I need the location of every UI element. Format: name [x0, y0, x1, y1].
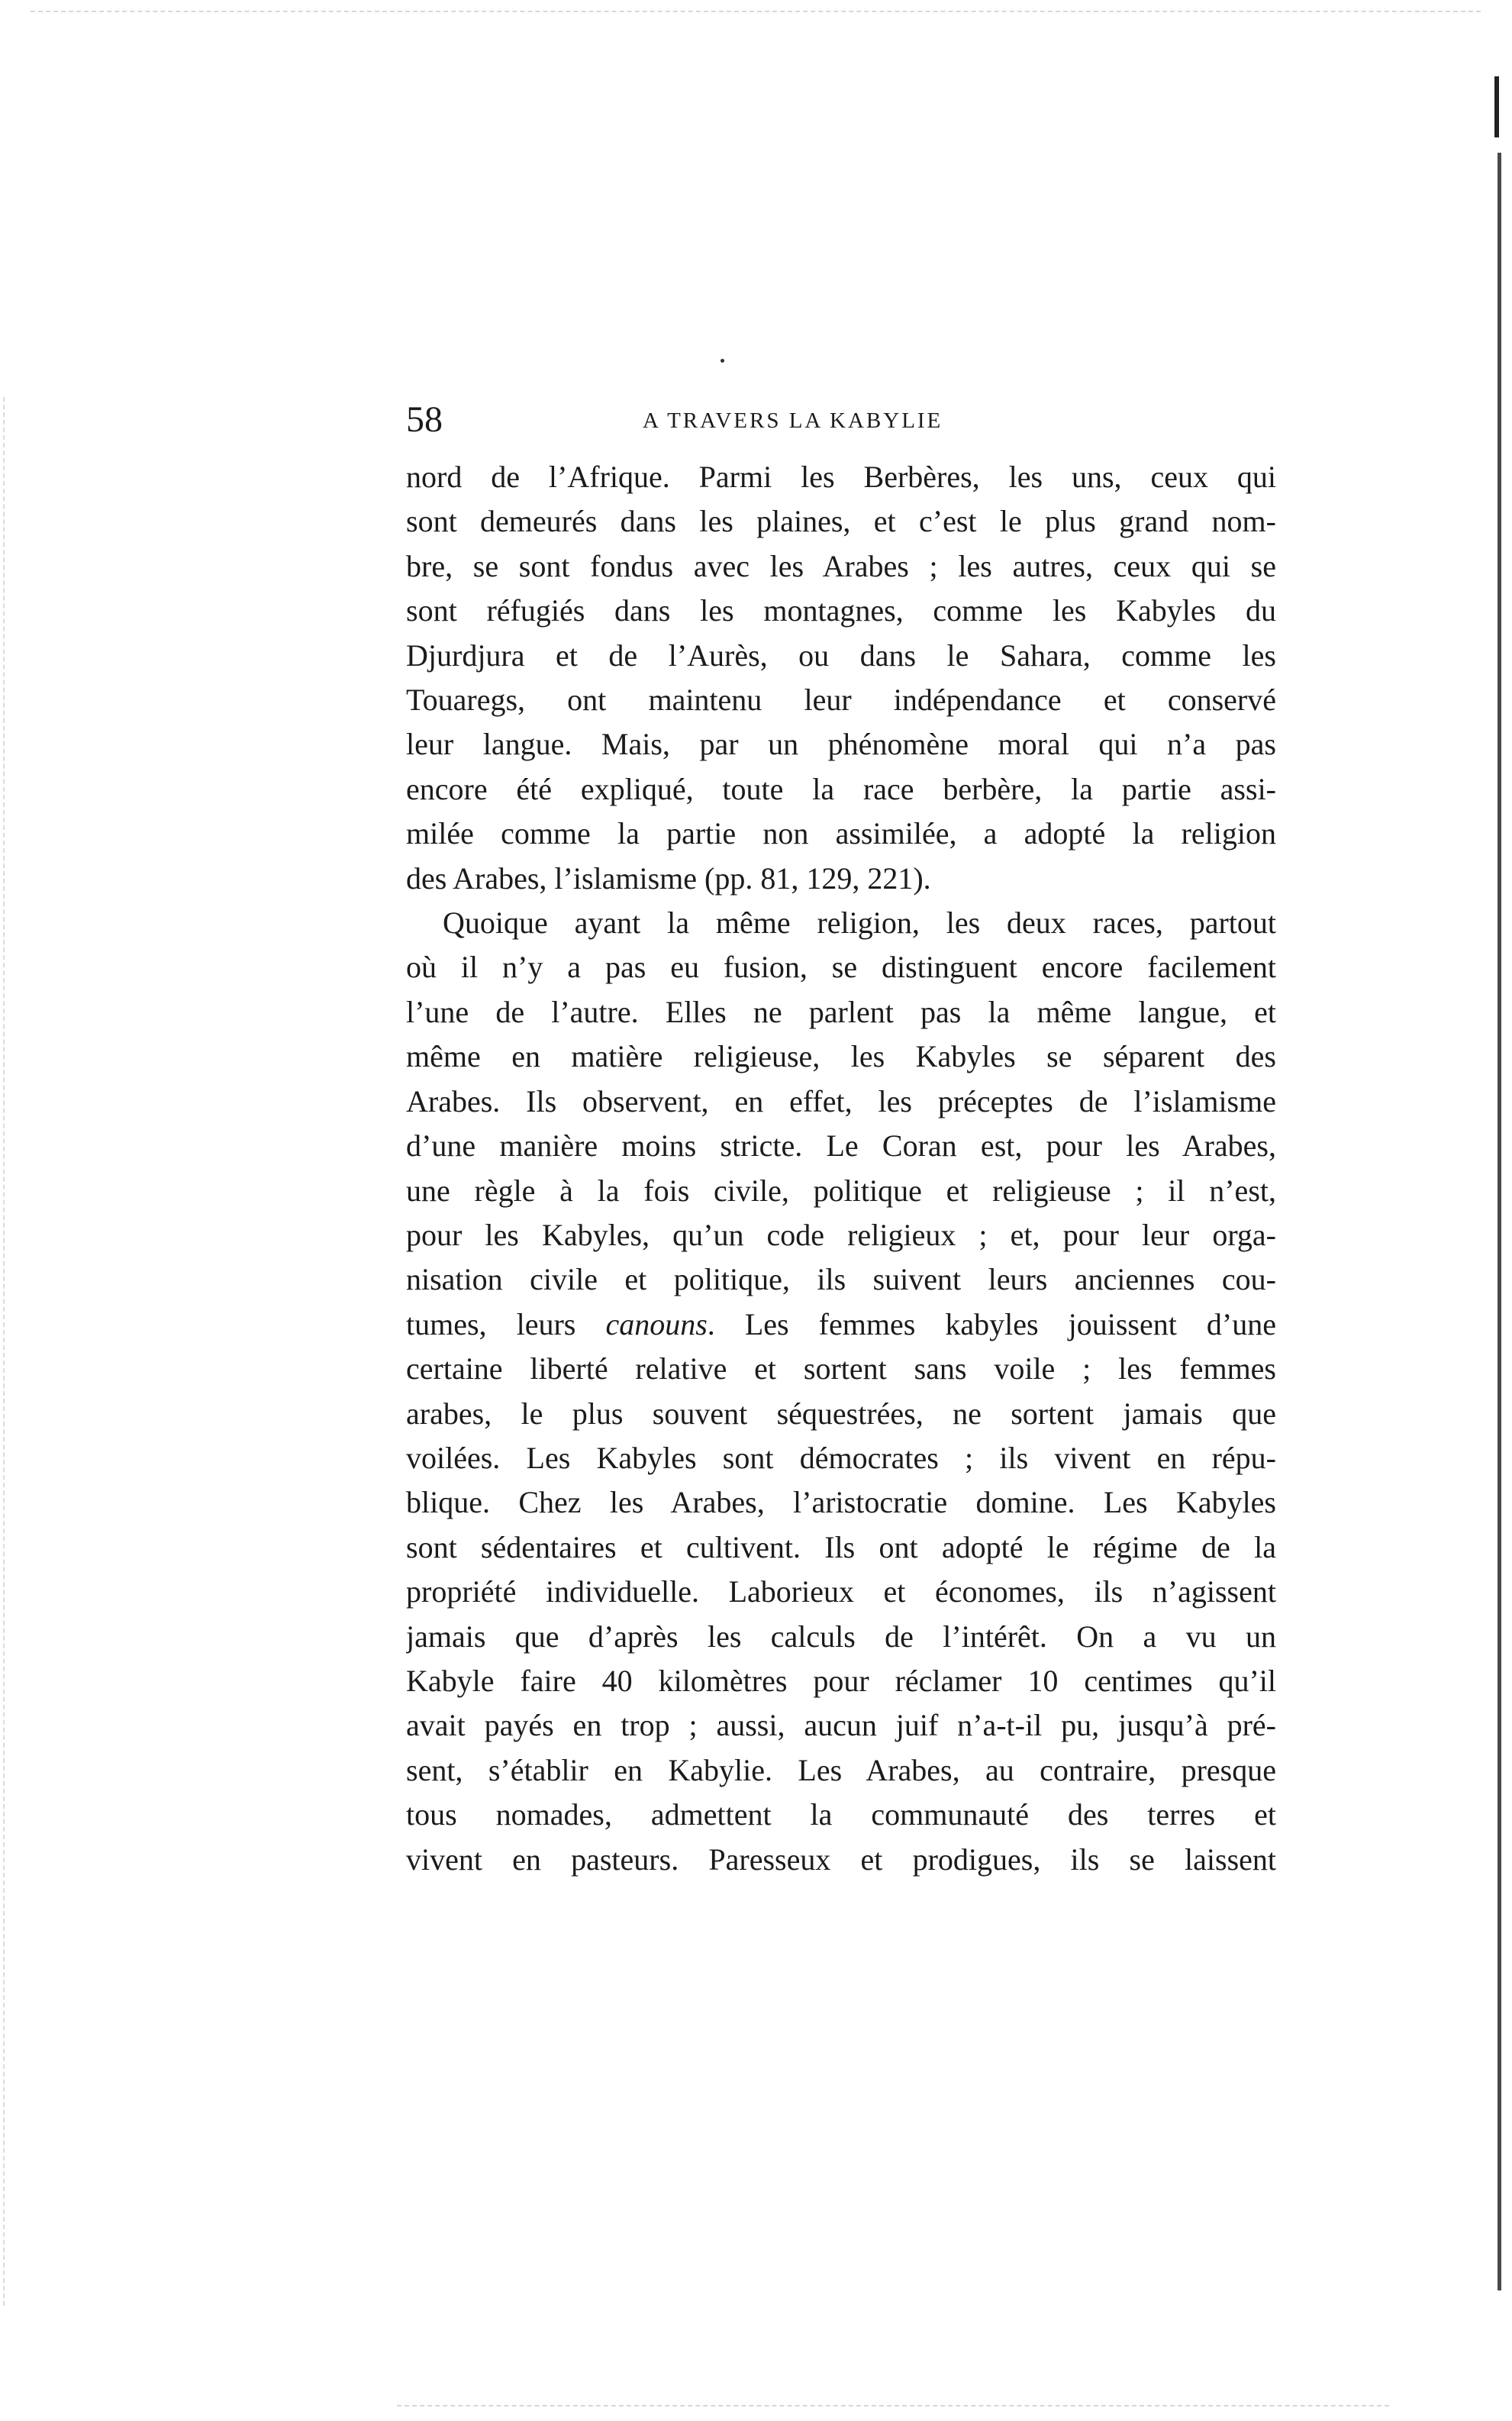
text-line: nisation civile et politique, ils suivent leurs anciennes cou-: [406, 1262, 1276, 1297]
text-line: encore été expliqué, toute la race berbère, la partie assi-: [406, 771, 1276, 806]
text-line: blique. Chez les Arabes, l’aristocratie domine. Les Kabyles: [406, 1485, 1276, 1520]
text-line: Arabes. Ils observent, en effet, les préceptes de l’islamisme: [406, 1083, 1276, 1119]
text-line: Touaregs, ont maintenu leur indépendance et conservé: [406, 683, 1276, 718]
text-line: voilées. Les Kabyles sont démocrates ; ils vivent en répu-: [406, 1440, 1276, 1475]
text-line: arabes, le plus souvent séquestrées, ne sortent jamais que: [406, 1396, 1276, 1431]
text-line: jamais que d’après les calculs de l’intérêt. On a vu un: [406, 1619, 1276, 1654]
ink-dot: [721, 359, 724, 363]
body-text: [406, 455, 1276, 1882]
text-line: sent, s’établir en Kabylie. Les Arabes, au contraire, presque: [406, 1752, 1276, 1787]
text-line: tous nomades, admettent la communauté des terres et: [406, 1797, 1276, 1832]
text-line: leur langue. Mais, par un phénomène moral qui n’a pas: [406, 727, 1276, 762]
paragraph-1: [406, 455, 1276, 901]
text-line: d’une manière moins stricte. Le Coran est, pour les Arabes,: [406, 1128, 1276, 1164]
text-line: sont réfugiés dans les montagnes, comme les Kabyles du: [406, 593, 1276, 628]
running-head: A TRAVERS LA KABYLIE: [643, 408, 943, 433]
text-line: milée comme la partie non assimilée, a adopté la religion: [406, 816, 1276, 851]
text-line: Djurdjura et de l’Aurès, ou dans le Sahara, comme les: [406, 638, 1276, 673]
text-line: une règle à la fois civile, politique et religieuse ; il n’est,: [406, 1173, 1276, 1208]
text-line: avait payés en trop ; aussi, aucun juif n’a-t-il pu, jusqu’à pré-: [406, 1708, 1276, 1743]
text-fragment: tumes, leurs: [406, 1306, 606, 1341]
text-line: même en matière religieuse, les Kabyles se séparent des: [406, 1039, 1276, 1074]
text-line: l’une de l’autre. Elles ne parlent pas la même langue, et: [406, 994, 1276, 1029]
text-line: certaine liberté relative et sortent sans voile ; les femmes: [406, 1351, 1276, 1386]
text-line: Quoique ayant la même religion, les deux races, partout: [443, 905, 1276, 941]
text-line: nord de l’Afrique. Parmi les Berbères, les uns, ceux qui: [406, 460, 1276, 494]
paragraph-2: [406, 901, 1276, 1882]
scan-edge-left: [3, 397, 6, 2306]
text-line: pour les Kabyles, qu’un code religieux ; et, pour leur orga-: [406, 1217, 1276, 1252]
page-header: [406, 397, 1276, 443]
scan-edge-top: [31, 11, 1481, 12]
text-line-with-italic: [406, 1302, 1276, 1347]
text-line: sont sédentaires et cultivent. Ils ont adopté le régime de la: [406, 1529, 1276, 1564]
text-line: où il n’y a pas eu fusion, se distinguent encore facilement: [406, 950, 1276, 985]
page-number: 58: [406, 399, 443, 440]
scan-edge-mark: [1494, 76, 1499, 137]
italic-term: canouns: [605, 1306, 708, 1341]
scan-edge-bottom: [397, 2405, 1389, 2406]
text-line: vivent en pasteurs. Paresseux et prodigues, ils se laissent: [406, 1842, 1276, 1877]
text-line: Kabyle faire 40 kilomètres pour réclamer 10 centimes qu’il: [406, 1663, 1276, 1698]
text-fragment: . Les femmes kabyles jouissent d’une: [707, 1306, 1276, 1341]
text-line: sont demeurés dans les plaines, et c’est le plus grand nom-: [406, 504, 1276, 539]
text-line: des Arabes, l’islamisme (pp. 81, 129, 221).: [406, 860, 931, 896]
scan-edge-right: [1497, 153, 1501, 2290]
text-line: bre, se sont fondus avec les Arabes ; les autres, ceux qui se: [406, 548, 1276, 583]
text-line: propriété individuelle. Laborieux et économes, ils n’agissent: [406, 1574, 1276, 1609]
